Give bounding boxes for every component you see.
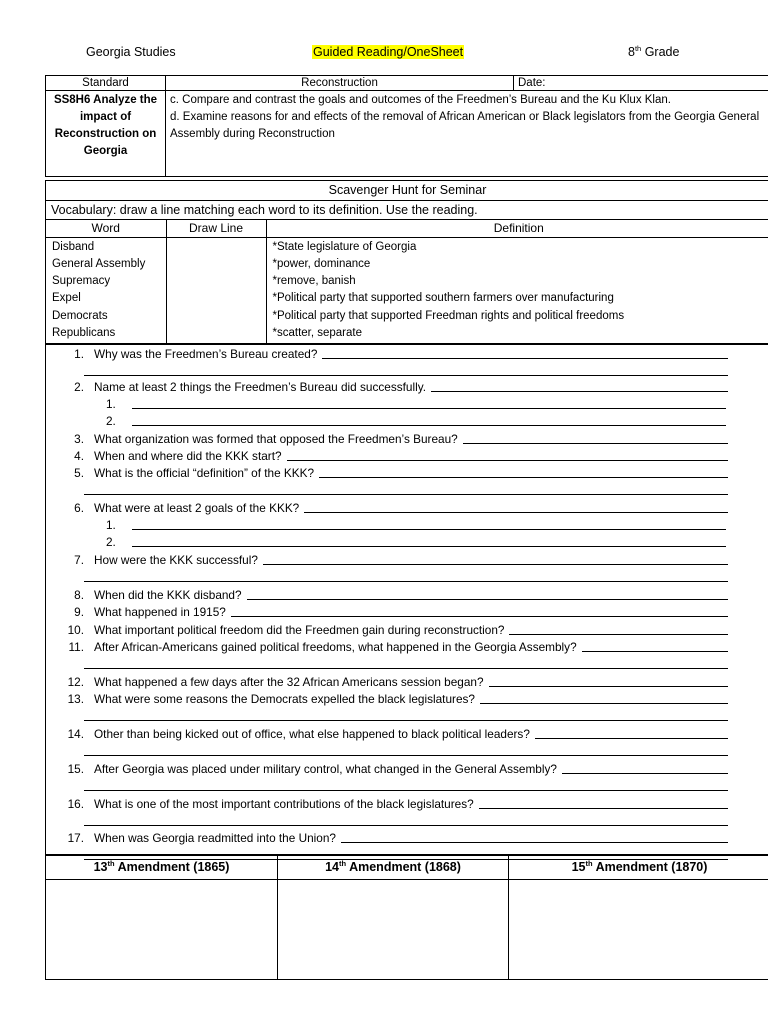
question-number: 6. [74, 501, 84, 515]
answer-line[interactable] [132, 546, 726, 547]
grade-label: 8th Grade [628, 43, 680, 59]
question-text: What happened a few days after the 32 African Americans session began? [94, 675, 484, 689]
word-item: Expel [52, 292, 81, 305]
answer-line[interactable] [263, 564, 728, 565]
sub-item-number: 1. [106, 397, 116, 411]
answer-line[interactable] [562, 773, 728, 774]
amendments-table [45, 855, 768, 980]
scavenger-hunt-box [45, 180, 768, 345]
definition-item: *power, dominance [272, 257, 371, 270]
course-title: Georgia Studies [86, 45, 176, 59]
definition-col-header: Definition [266, 220, 768, 237]
standard-header: Standard [46, 76, 166, 91]
document-title-highlight: Guided Reading/OneSheet [313, 45, 464, 59]
question-number: 4. [74, 449, 84, 463]
answer-line[interactable] [341, 842, 728, 843]
question-number: 7. [74, 553, 84, 567]
reconstruction-header: Reconstruction [166, 76, 514, 91]
answer-line[interactable] [84, 581, 728, 582]
standard-elements [166, 91, 768, 177]
answer-line[interactable] [247, 599, 728, 600]
question-number: 3. [74, 432, 84, 446]
word-item: Democrats [52, 309, 108, 322]
word-list [46, 237, 166, 344]
question-number: 14. [67, 727, 84, 741]
answer-line[interactable] [463, 443, 728, 444]
vocab-table [46, 220, 768, 344]
answer-line[interactable] [84, 494, 728, 495]
definition-item: *Political party that supported Freedman rights and political freedoms [272, 309, 625, 322]
answer-line[interactable] [84, 825, 728, 826]
draw-line-area[interactable] [166, 237, 266, 344]
question-text: When was Georgia readmitted into the Union? [94, 831, 336, 845]
question-number: 11. [68, 640, 84, 654]
question-number: 16. [67, 797, 84, 811]
question-text: What were at least 2 goals of the KKK? [94, 501, 300, 515]
word-item: General Assembly [52, 257, 146, 270]
question-number: 10. [67, 623, 84, 637]
answer-line[interactable] [231, 616, 728, 617]
word-item: Supremacy [52, 275, 111, 288]
question-number: 17. [67, 831, 84, 845]
question-text: What happened in 1915? [94, 605, 226, 619]
question-text: When did the KKK disband? [94, 588, 242, 602]
question-number: 9. [74, 605, 84, 619]
definition-list [266, 237, 768, 344]
definition-item: *State legislature of Georgia [272, 240, 417, 253]
element-c: c. Compare and contrast the goals and outcomes of the Freedmen’s Bureau and the Ku Klux Klan. [170, 94, 671, 106]
date-field[interactable]: Date: [514, 76, 768, 91]
answer-line[interactable] [322, 358, 728, 359]
amendment-14-answer[interactable] [278, 880, 509, 980]
amendment-14-header: 14th Amendment (1868) [278, 856, 509, 880]
answer-line[interactable] [582, 651, 728, 652]
question-text: Why was the Freedmen’s Bureau created? [94, 347, 318, 361]
question-text: What important political freedom did the Freedmen gain during reconstruction? [94, 623, 505, 637]
answer-line[interactable] [304, 512, 728, 513]
question-text: What organization was formed that opposed the Freedmen’s Bureau? [94, 432, 458, 446]
answer-line[interactable] [509, 634, 728, 635]
definition-item: *Political party that supported southern farmers over manufacturing [272, 292, 614, 305]
answer-line[interactable] [132, 408, 726, 409]
question-number: 5. [74, 466, 84, 480]
question-number: 13. [67, 692, 84, 706]
answer-line[interactable] [431, 391, 728, 392]
answer-line[interactable] [84, 755, 728, 756]
answer-line[interactable] [479, 808, 728, 809]
question-text: What is the official “definition” of the KKK? [94, 466, 315, 480]
answer-line[interactable] [489, 686, 728, 687]
word-col-header: Word [46, 220, 166, 237]
question-text: After Georgia was placed under military control, what changed in the General Assembly? [94, 762, 557, 776]
vocab-instruction: Vocabulary: draw a line matching each word to its definition. Use the reading. [46, 201, 768, 220]
question-text: After African-Americans gained political freedoms, what happened in the Georgia Assembly? [94, 640, 577, 654]
answer-line[interactable] [132, 425, 726, 426]
word-item: Republicans [52, 326, 116, 339]
question-text: How were the KKK successful? [94, 553, 258, 567]
sub-item-number: 2. [106, 535, 116, 549]
answer-line[interactable] [84, 790, 728, 791]
answer-line[interactable] [319, 477, 728, 478]
document-title [312, 45, 464, 59]
standard-table [45, 75, 768, 177]
word-item: Disband [52, 240, 95, 253]
answer-line[interactable] [535, 738, 728, 739]
amendment-13-answer[interactable] [46, 880, 278, 980]
question-number: 8. [74, 588, 84, 602]
question-text: What were some reasons the Democrats expelled the black legislatures? [94, 692, 475, 706]
question-number: 12. [67, 675, 84, 689]
question-text: Name at least 2 things the Freedmen’s Bureau did successfully. [94, 380, 427, 394]
answer-line[interactable] [84, 720, 728, 721]
questions-section [45, 343, 768, 855]
question-text: Other than being kicked out of office, what else happened to black political leaders? [94, 727, 530, 741]
question-number: 2. [74, 380, 84, 394]
drawline-col-header: Draw Line [166, 220, 266, 237]
amendment-13-header: 13th Amendment (1865) [46, 856, 278, 880]
answer-line[interactable] [480, 703, 728, 704]
amendment-15-answer[interactable] [509, 880, 768, 980]
standard-code: SS8H6 Analyze the impact of Reconstruction on Georgia [46, 91, 166, 177]
question-text: When and where did the KKK start? [94, 449, 282, 463]
definition-item: *remove, banish [272, 275, 356, 288]
hunt-title: Scavenger Hunt for Seminar [46, 181, 768, 201]
answer-line[interactable] [84, 375, 728, 376]
question-number: 15. [67, 762, 84, 776]
element-d: d. Examine reasons for and effects of the removal of African American or Black legislators from the Georgia General Assembly during Reconstruction [170, 111, 760, 140]
answer-line[interactable] [287, 460, 728, 461]
answer-line[interactable] [84, 668, 728, 669]
definition-item: *scatter, separate [272, 326, 362, 339]
sub-item-number: 2. [106, 414, 116, 428]
sub-item-number: 1. [106, 518, 116, 532]
question-text: What is one of the most important contributions of the black legislatures? [94, 797, 474, 811]
question-number: 1. [74, 347, 84, 361]
amendment-15-header: 15th Amendment (1870) [509, 856, 768, 880]
answer-line[interactable] [132, 529, 726, 530]
